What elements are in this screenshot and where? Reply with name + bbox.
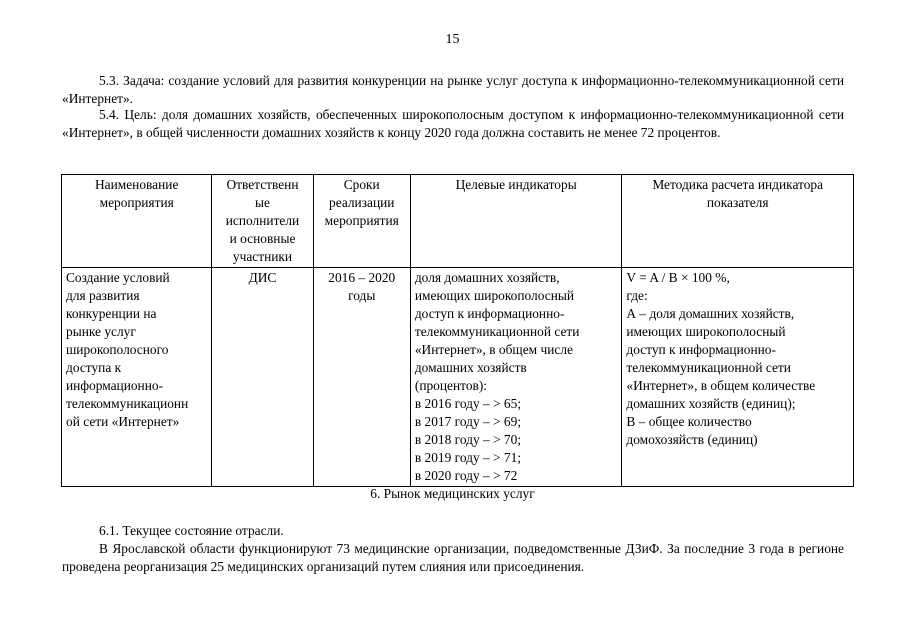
goal-paragraph: 5.4. Цель: доля домашних хозяйств, обеспеченных широкополосным доступом к информационно-телекоммуникационной сети «Интернет», в общей численности домашних хозяйств к концу 2020 года должна составить не менее 72 процентов. [62, 107, 844, 140]
text-line: мероприятия [324, 213, 399, 228]
text-line: телекоммуникационн [66, 396, 189, 411]
cell-indicators [410, 268, 622, 487]
text-line: Наименование [94, 177, 179, 192]
text-line: «Интернет», в общем количестве [626, 378, 816, 393]
organizations-paragraph: В Ярославской области функционируют 73 медицинские организации, подведомственные ДЗиФ. За последние 3 года в регионе проведена реорганизация 25 медицинских организаций путем слияния или присоединения. [62, 541, 844, 574]
text-line: годы [348, 288, 376, 303]
table-row [62, 268, 854, 487]
text-line: рынке услуг [66, 324, 136, 339]
text-line: телекоммуникационной сети [626, 360, 791, 375]
text-line: А – доля домашних хозяйств, [626, 306, 795, 321]
text-line: где: [626, 288, 648, 303]
text-line: 2016 – 2020 [328, 270, 396, 285]
header-activity [62, 175, 212, 268]
text-line: широкополосного [66, 342, 169, 357]
task-paragraph: 5.3. Задача: создание условий для развития конкуренции на рынке услуг доступа к информационно-телекоммуникационной сети «Интернет». [62, 73, 844, 106]
current-state-paragraph: 6.1. Текущее состояние отрасли. [99, 523, 284, 538]
text-line: Создание условий [66, 270, 170, 285]
text-line: имеющих широкополосный [414, 288, 575, 303]
cell-activity [62, 268, 212, 487]
text-line: доля домашних хозяйств, [414, 270, 560, 285]
text-line: Сроки [343, 177, 380, 192]
text-line: V = A / B × 100 %, [626, 270, 730, 285]
text-line: имеющих широкополосный [626, 324, 786, 339]
text-line: ой сети «Интернет» [66, 414, 180, 429]
text-line: показателя [706, 195, 769, 210]
text-line: для развития [66, 288, 140, 303]
text-line: В – общее количество [626, 414, 752, 429]
text-line: в 2020 году – > 72 [414, 468, 518, 483]
text-line: «Интернет», в общем числе [414, 342, 573, 357]
header-timing [313, 175, 410, 268]
table-header-row [62, 175, 854, 268]
text-line: телекоммуникационной сети [414, 324, 580, 339]
text-line: и основные [229, 231, 296, 246]
text-line: участники [232, 249, 293, 264]
text-line: Ответственн [226, 177, 299, 192]
text-line: доступ к информационно- [414, 306, 565, 321]
text-line: в 2018 году – > 70; [414, 432, 522, 447]
text-line: исполнители [225, 213, 300, 228]
text-line: реализации [329, 195, 395, 210]
text-line: в 2017 году – > 69; [414, 414, 522, 429]
text-line: доступ к информационно- [626, 342, 776, 357]
text-line: конкуренции на [66, 306, 157, 321]
text-line: домашних хозяйств [414, 360, 527, 375]
header-method [622, 175, 854, 268]
text-line: Методика расчета индикатора [652, 177, 824, 192]
measures-table [61, 174, 854, 487]
header-indicators [410, 175, 622, 268]
section-title: 6. Рынок медицинских услуг [370, 486, 535, 501]
page-number: 15 [445, 32, 460, 47]
text-line: в 2016 году – > 65; [414, 396, 522, 411]
text-line: (процентов): [414, 378, 488, 393]
header-responsible [212, 175, 313, 268]
text-line: в 2019 году – > 71; [414, 450, 522, 465]
text-line: ые [255, 195, 270, 210]
text-line: информационно- [66, 378, 164, 393]
text-line: мероприятия [99, 195, 174, 210]
text-line: доступа к [66, 360, 122, 375]
cell-method [622, 268, 854, 487]
text-line: Целевые индикаторы [455, 177, 577, 192]
text-line: домашних хозяйств (единиц); [626, 396, 796, 411]
cell-responsible: ДИС [212, 268, 313, 487]
text-line: домохозяйств (единиц) [626, 432, 758, 447]
cell-timing [313, 268, 410, 487]
